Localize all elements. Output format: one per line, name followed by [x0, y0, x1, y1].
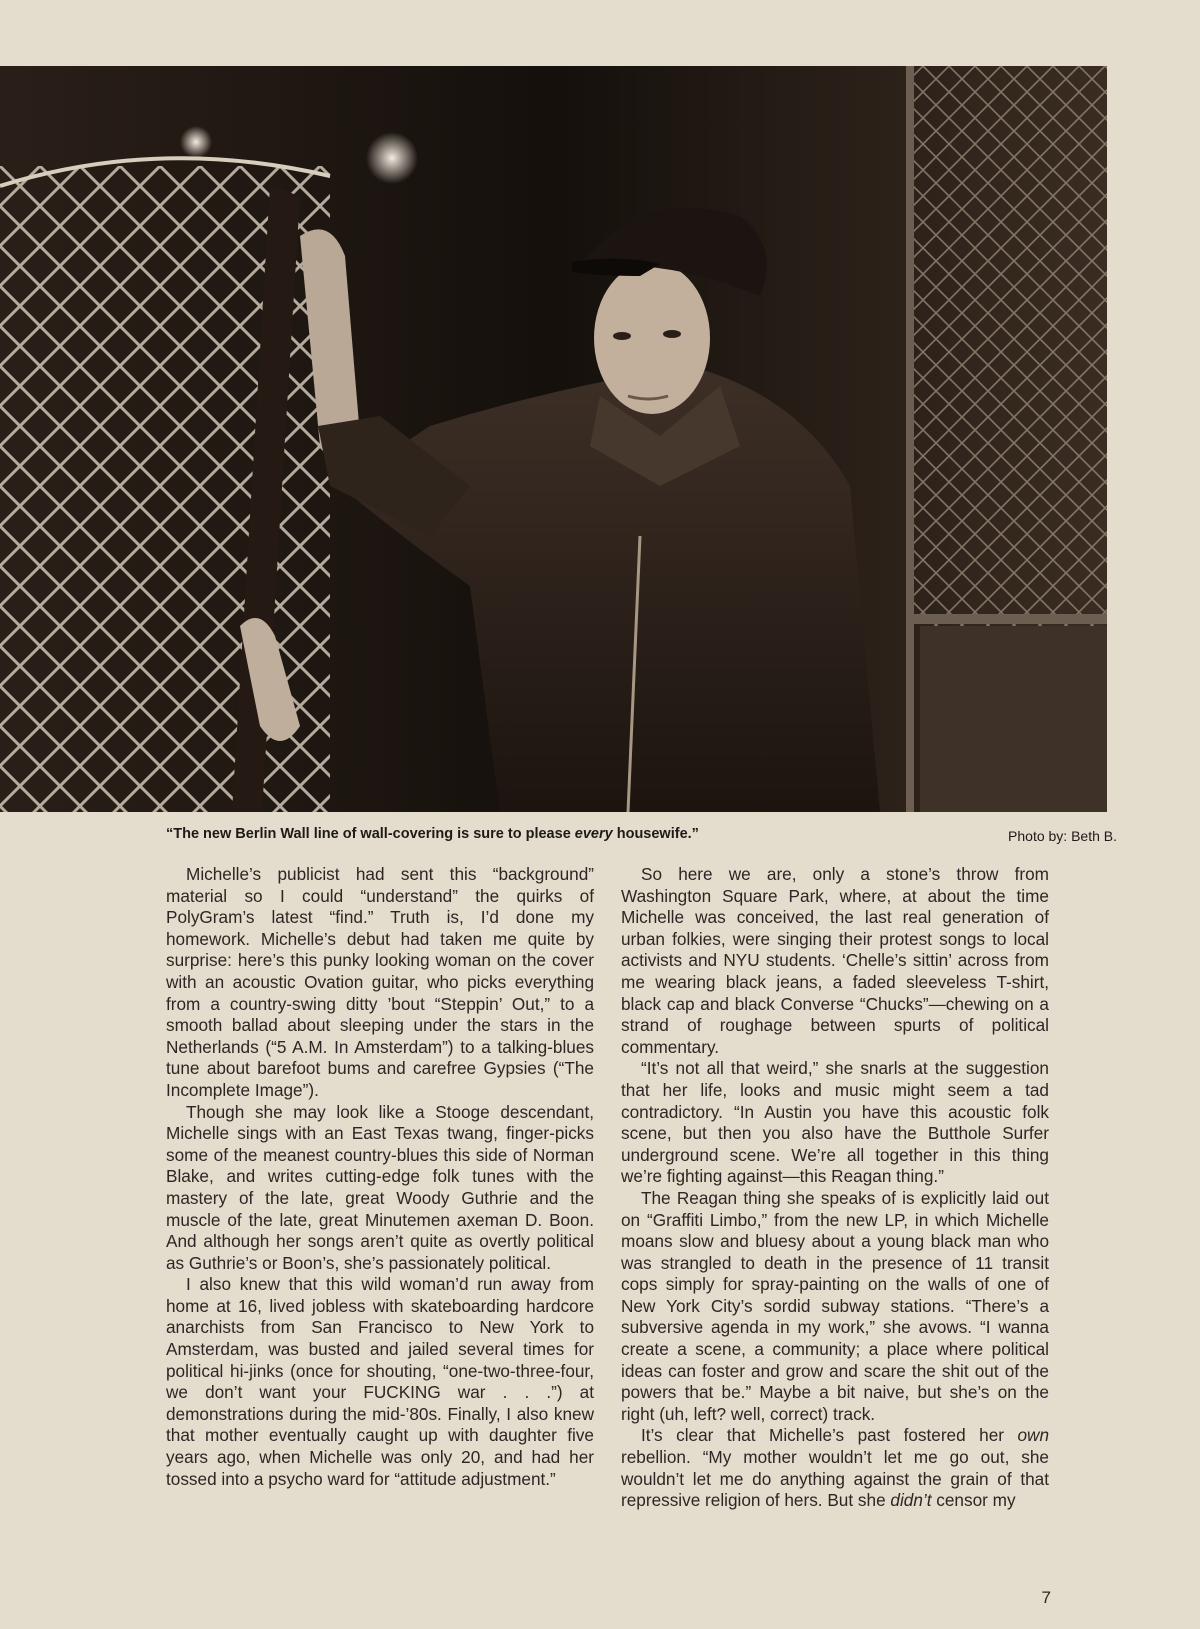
- page-number: 7: [1041, 1588, 1051, 1607]
- article-column-left: [166, 864, 594, 1490]
- article-paragraph: I also knew that this wild woman’d run away from home at 16, lived jobless with skateboarding hardcore anarchists from San Francisco to New York to Amsterdam, was busted and jailed several times for political hi-jinks (once for shouting, “one-two-three-four, we don’t want your FUCKING war . . .”) at demonstrations during the mid-’80s. Finally, I also knew that mother eventually caught up with daughter five years ago, when Michelle was only 20, and had her tossed into a psycho ward for “attitude adjustment.”: [166, 1274, 594, 1489]
- photo-icon: [0, 66, 1107, 812]
- article-paragraph: Michelle’s publicist had sent this “background” material so I could “understand” the quirks of PolyGram’s latest “find.” Truth is, I’d done my homework. Michelle’s debut had taken me quite by surprise: here’s this punky looking woman on the cover with an acoustic Ovation guitar, who picks everything from a country-swing ditty ’bout “Steppin’ Out,” to a smooth ballad about sleeping under the stars in the Netherlands (“5 A.M. In Amsterdam”) to a talking-blues tune about barefoot bums and carefree Gypsies (“The Incomplete Image”).: [166, 864, 594, 1100]
- article-paragraph: The Reagan thing she speaks of is explicitly laid out on “Graffiti Limbo,” from the new LP, in which Michelle moans slow and bluesy about a young black man who was strangled to death in the presence of 11 transit cops simply for spray-painting on the walls of one of New York City’s sordid subway stations. “There’s a subversive agenda in my work,” she avows. “I wanna create a scene, a community; a place where political ideas can foster and grow and scare the shit out of the powers that be.” Maybe a bit naive, but she’s on the right (uh, left? well, correct) track.: [621, 1187, 1049, 1424]
- article-paragraph: Though she may look like a Stooge descendant, Michelle sings with an East Texas twang, finger-picks some of the meanest country-blues this side of Norman Blake, and writes cutting-edge folk tunes with the mastery of the late, great Woody Guthrie and the muscle of the late, great Minutemen axeman D. Boon. And although her songs aren’t quite as overtly political as Guthrie’s or Boon’s, she’s passionately political.: [166, 1101, 594, 1273]
- photo-caption: “The new Berlin Wall line of wall-covering is sure to please every housewife.”: [166, 826, 699, 842]
- article-paragraph: “It’s not all that weird,” she snarls at the suggestion that her life, looks and music might seem a tad contradictory. “In Austin you have this acoustic folk scene, but then you also have the Butthole Surfer underground scene. We’re all together in this thing we’re fighting against—this Reagan thing.”: [621, 1058, 1049, 1187]
- article-column-right: [621, 864, 1049, 1512]
- article-paragraph: So here we are, only a stone’s throw from Washington Square Park, where, at about the time Michelle was conceived, the last real generation of urban folkies, were singing their protest songs to local activists and NYU students. ‘Chelle’s sittin’ across from me wearing black jeans, a faded sleeveless T-shirt, black cap and black Converse “Chucks”—chewing on a strand of roughage between spurts of political commentary.: [621, 864, 1049, 1057]
- photo-caption-row: [166, 826, 1117, 846]
- photo-credit: Photo by: Beth B.: [1008, 828, 1117, 844]
- article-photo: [0, 66, 1107, 812]
- article-paragraph: It’s clear that Michelle’s past fostered her own rebellion. “My mother wouldn’t let me go out, she wouldn’t let me do anything against the grain of that repressive religion of hers. But she didn’t censor my: [621, 1425, 1049, 1511]
